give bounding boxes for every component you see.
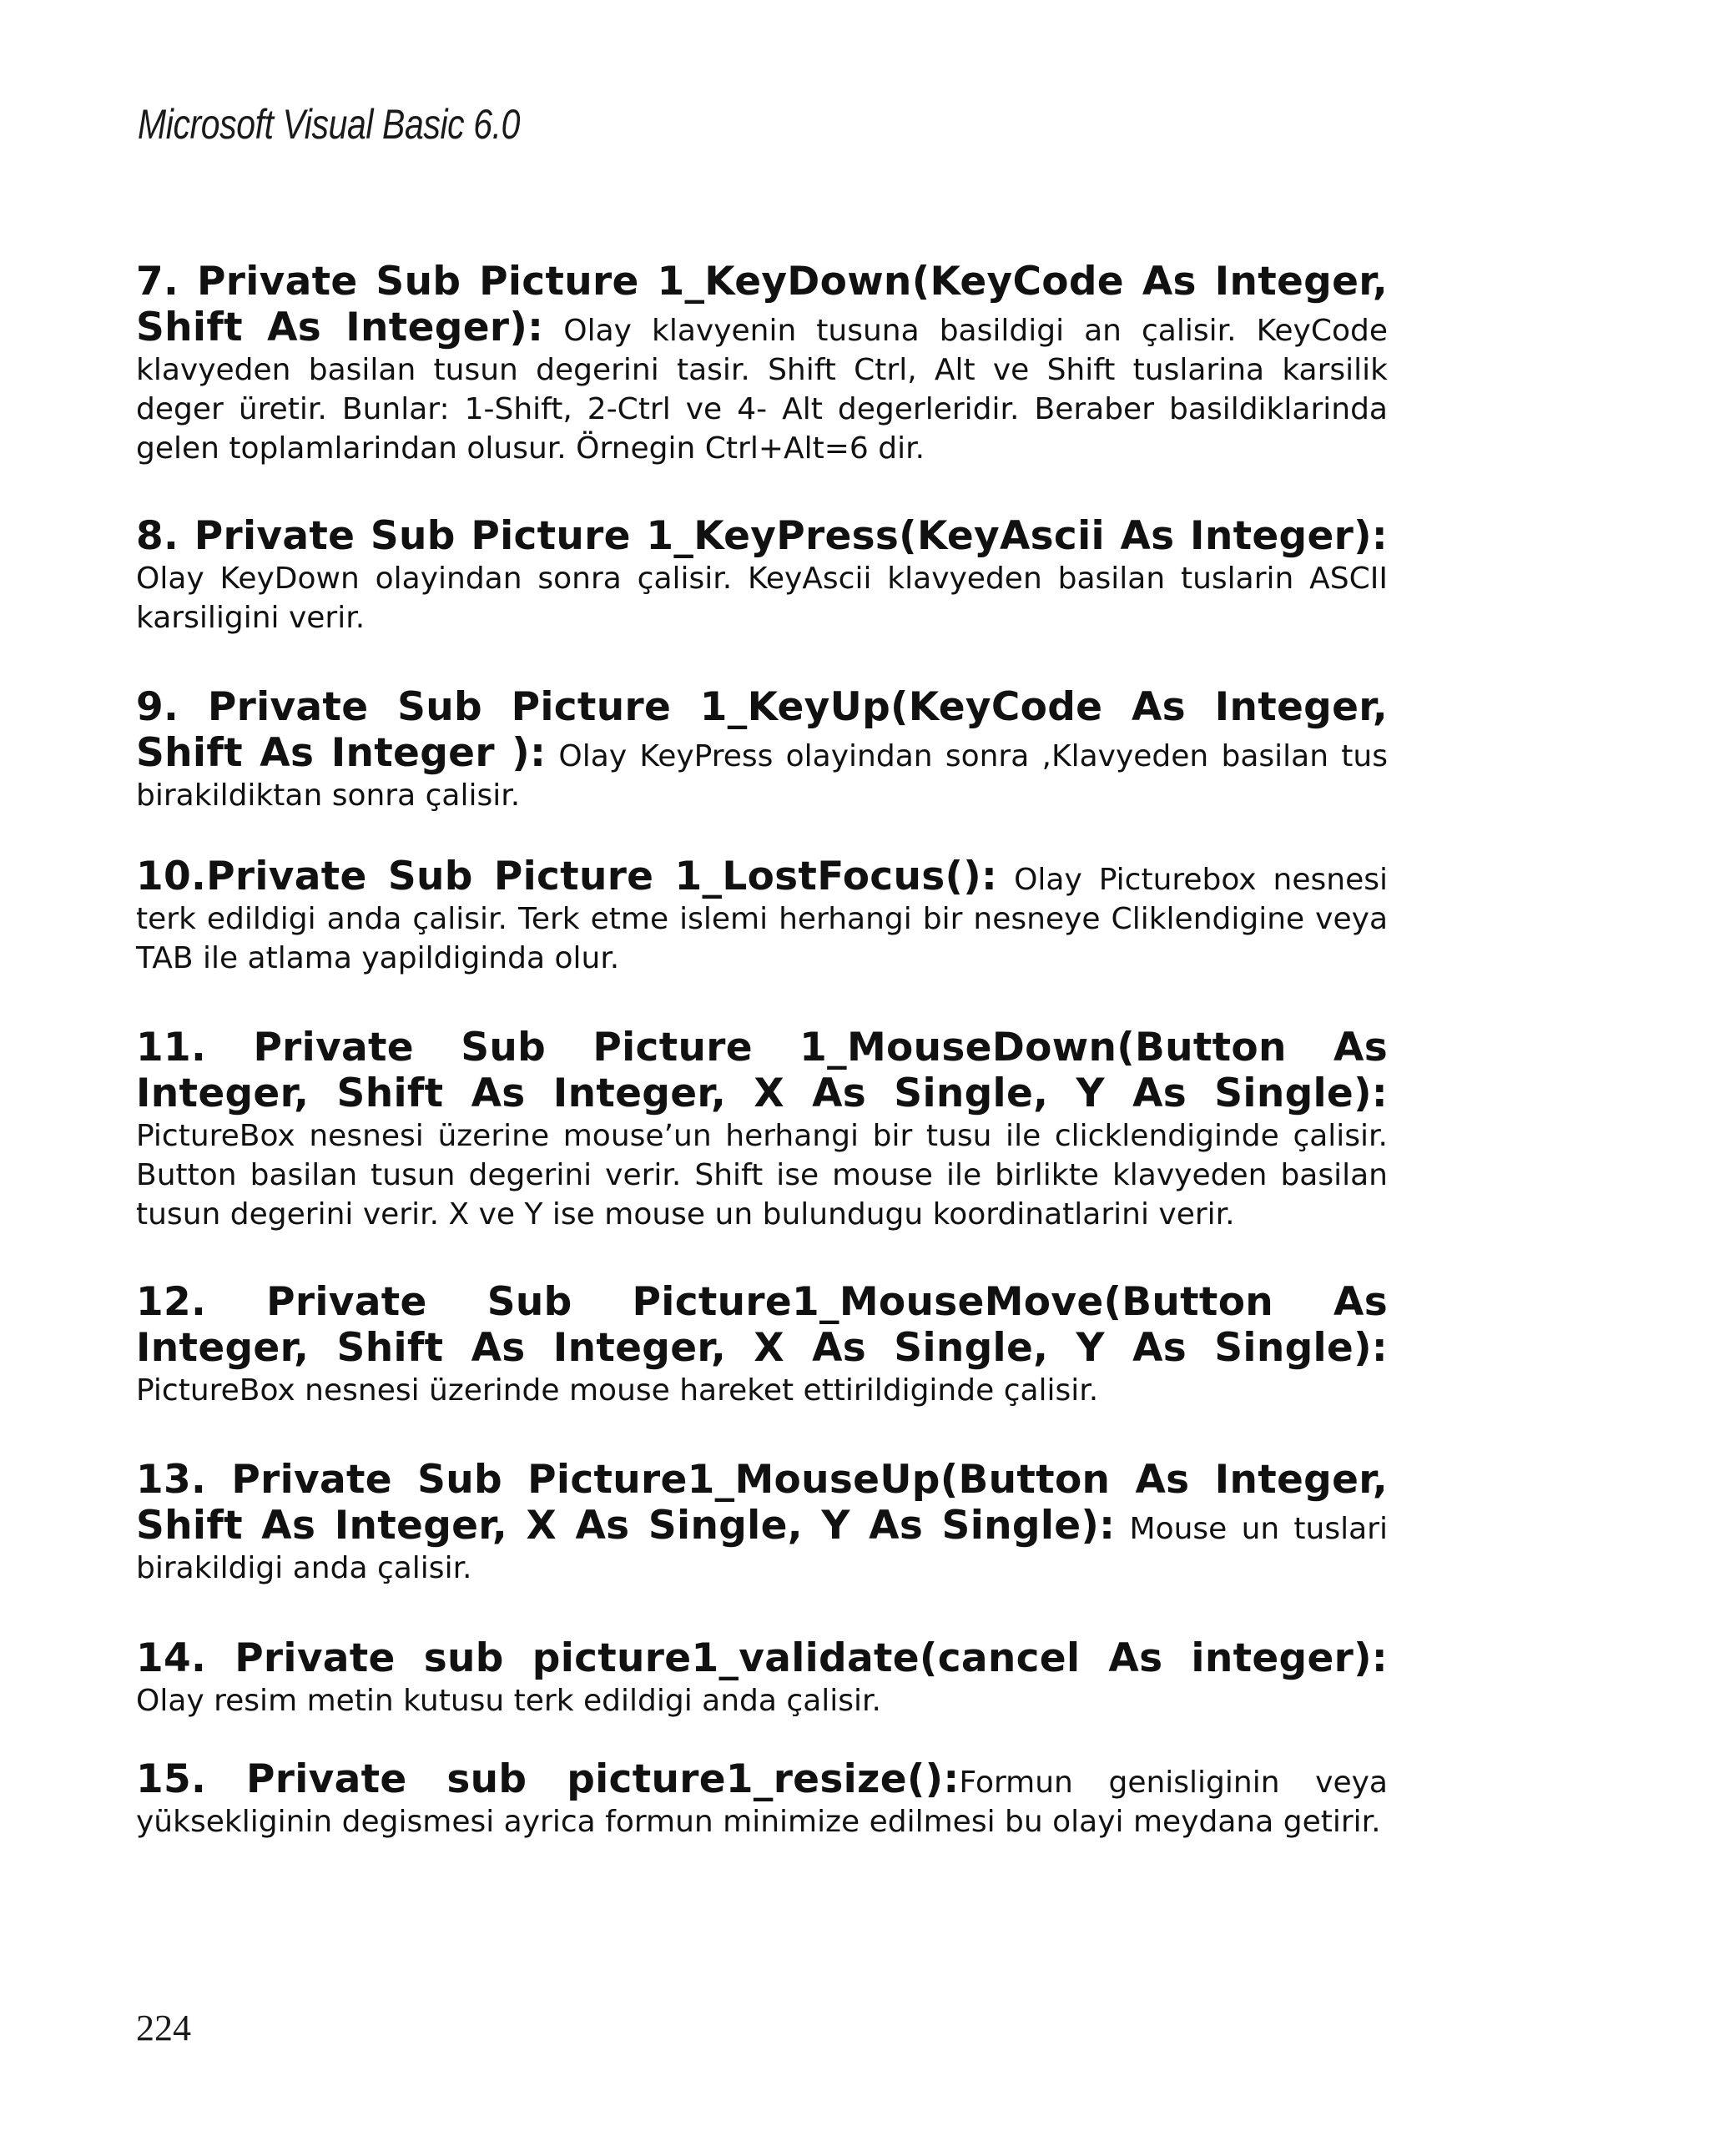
event-signature: 13. Private Sub Picture1_MouseUp(Button As Integer, Shift As Integer, X As Single, Y As Single): — [136, 1457, 1388, 1549]
event-description: Olay Picturebox nesnesi terk edildigi anda çalisir. Terk etme islemi herhangi bir nesneye Cliklendigine veya TAB ile atlama yapildiginda olur. — [136, 863, 1388, 975]
event-item-keypress — [136, 513, 1388, 637]
event-item-mousedown — [136, 1025, 1388, 1234]
running-header: Microsoft Visual Basic 6.0 — [138, 101, 521, 148]
event-item-keyup — [136, 684, 1388, 815]
event-description: Olay KeyDown olayindan sonra çalisir. KeyAscii klavyeden basilan tuslarin ASCII karsiligini verir. — [136, 562, 1388, 635]
event-description: Mouse un tuslari birakildigi anda çalisir. — [136, 1512, 1388, 1585]
event-item-lostfocus — [136, 854, 1388, 978]
event-signature: 10.Private Sub Picture 1_LostFocus(): — [136, 854, 998, 899]
event-signature: 15. Private sub picture1_resize(): — [136, 1756, 960, 1802]
event-description: Olay resim metin kutusu terk edildigi anda çalisir. — [136, 1684, 881, 1718]
event-signature: 8. Private Sub Picture 1_KeyPress(KeyAscii As Integer): — [136, 513, 1388, 559]
event-signature: 7. Private Sub Picture 1_KeyDown(KeyCode As Integer, Shift As Integer): — [136, 259, 1388, 350]
event-signature: 11. Private Sub Picture 1_MouseDown(Button As Integer, Shift As Integer, X As Single, Y As Single): — [136, 1025, 1388, 1116]
event-description: PictureBox nesnesi üzerine mouse’un herhangi bir tusu ile clicklendiginde çalisir. Button basilan tusun degerini verir. Shift ise mouse ile birlikte klavyeden basilan tusun degerini verir. X ve Y ise mouse un bulundugu koordinatlarini verir. — [136, 1119, 1388, 1232]
event-item-validate — [136, 1635, 1388, 1720]
event-item-keydown — [136, 259, 1388, 468]
page-number: 224 — [136, 2007, 191, 2048]
event-item-mousemove — [136, 1279, 1388, 1410]
event-description: Olay KeyPress olayindan sonra ,Klavyeden basilan tus birakildiktan sonra çalisir. — [136, 739, 1388, 813]
event-description: PictureBox nesnesi üzerinde mouse hareket ettirildiginde çalisir. — [136, 1373, 1099, 1408]
event-item-resize — [136, 1756, 1388, 1841]
event-description: Formun genisliginin veya yüksekliginin degismesi ayrica formun minimize edilmesi bu olayi meydana getirir. — [136, 1766, 1388, 1839]
event-signature: 14. Private sub picture1_validate(cancel As integer): — [136, 1635, 1388, 1681]
event-signature: 9. Private Sub Picture 1_KeyUp(KeyCode As Integer, Shift As Integer ): — [136, 684, 1388, 776]
event-description: Olay klavyenin tusuna basildigi an çalisir. KeyCode klavyeden basilan tusun degerini tasir. Shift Ctrl, Alt ve Shift tuslarina karsilik deger üretir. Bunlar: 1-Shift, 2-Ctrl ve 4- Alt degerleridir. Beraber basildiklarinda gelen toplamlarindan olusur. Örnegin Ctrl+Alt=6 dir. — [136, 314, 1388, 466]
event-signature: 12. Private Sub Picture1_MouseMove(Button As Integer, Shift As Integer, X As Single, Y As Single): — [136, 1279, 1388, 1371]
event-item-mouseup — [136, 1457, 1388, 1588]
